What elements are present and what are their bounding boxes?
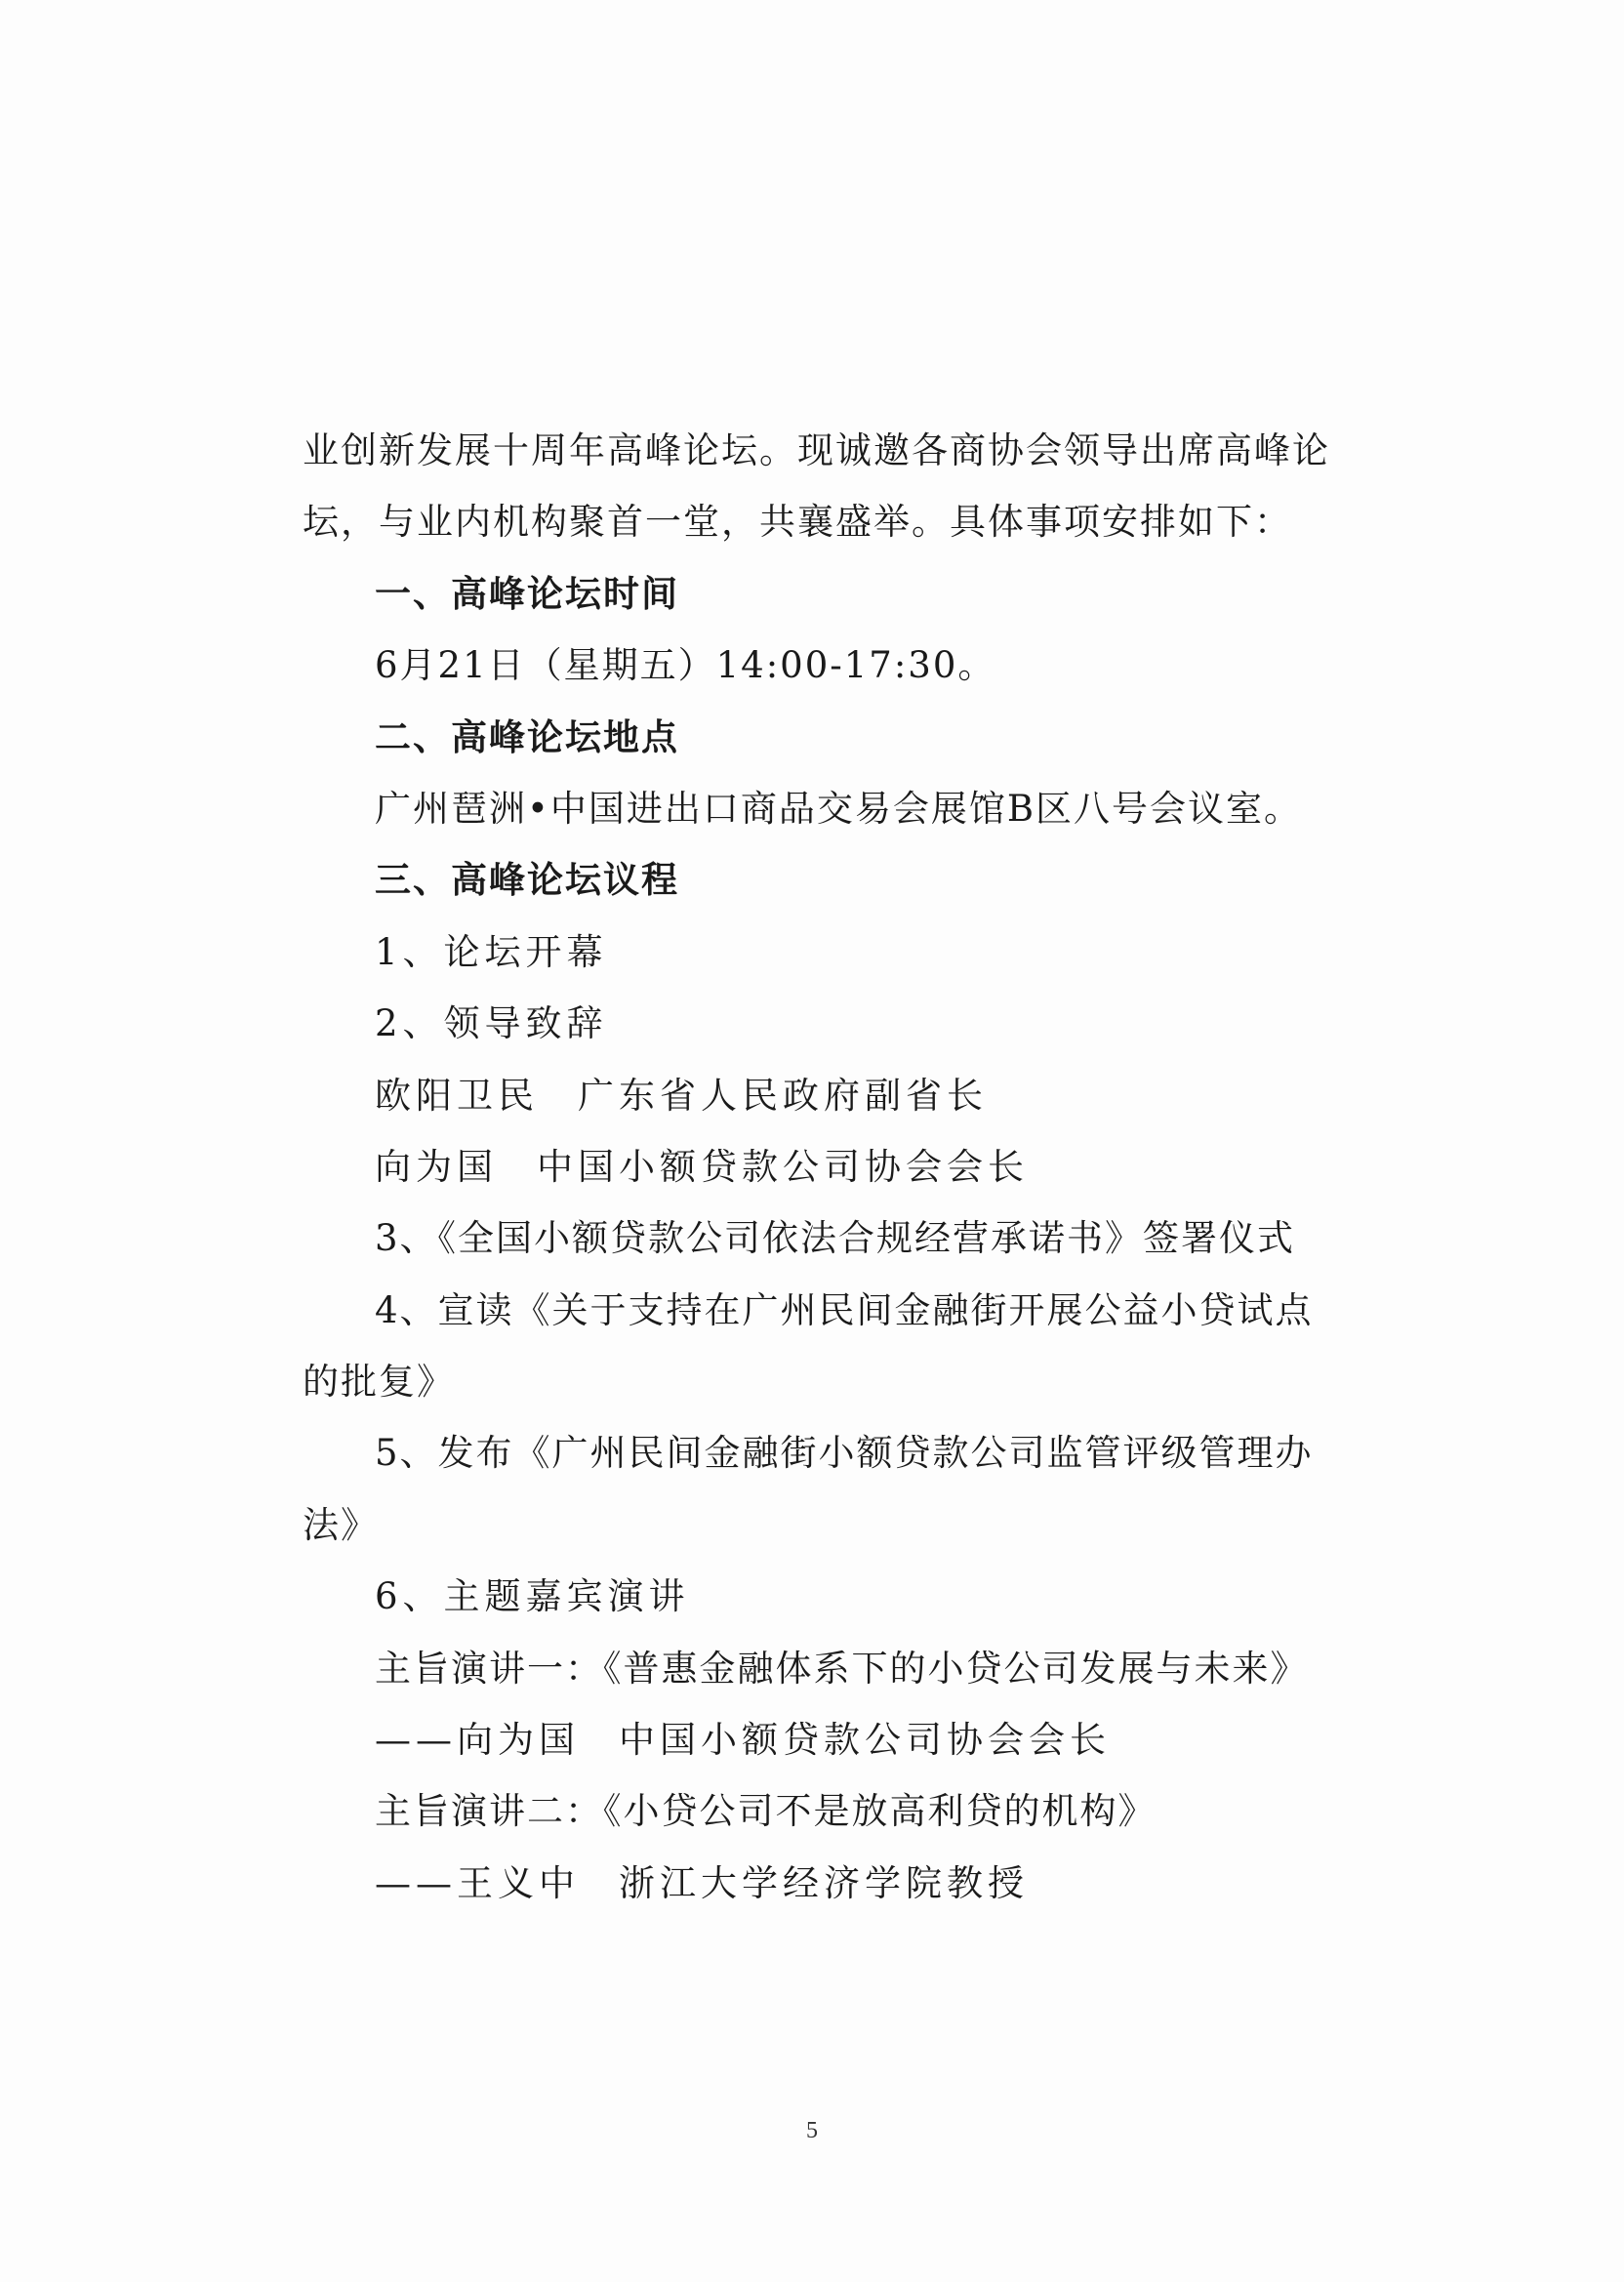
speaker-line	[303, 1848, 1298, 1919]
agenda-item: 4、宣读《关于支持在广州民间金融街开展公益小贷试点	[375, 1288, 1314, 1331]
speaker-title: 中国小额贷款公司协会会长	[537, 1145, 1029, 1188]
speaker-title: 广东省人民政府副省长	[578, 1074, 988, 1117]
agenda-item: 3、《全国小额贷款公司依法合规经营承诺书》签署仪式	[375, 1217, 1296, 1260]
section-heading-agenda: 三、高峰论坛议程	[375, 859, 679, 902]
agenda-item: 6、主题嘉宾演讲	[375, 1575, 690, 1618]
agenda-item: 5、发布《广州民间金融街小额贷款公司监管评级管理办	[375, 1432, 1314, 1475]
keynote-title: 主旨演讲二：《小贷公司不是放高利贷的机构》	[375, 1790, 1157, 1833]
keynote-title: 主旨演讲一：《普惠金融体系下的小贷公司发展与未来》	[375, 1647, 1309, 1690]
section-heading-time: 一、高峰论坛时间	[375, 572, 679, 615]
speaker-line	[303, 1704, 1298, 1775]
section-heading-location: 二、高峰论坛地点	[375, 715, 679, 758]
body-paragraph-line: 坛，与业内机构聚首一堂，共襄盛举。具体事项安排如下：	[303, 501, 1292, 544]
speaker-title: 浙江大学经济学院教授	[619, 1861, 1029, 1904]
speaker-title: 中国小额贷款公司协会会长	[619, 1719, 1111, 1762]
agenda-item: 2、领导致辞	[375, 1002, 608, 1045]
speaker-name: ——向为国	[375, 1719, 580, 1762]
agenda-item-continued: 法》	[303, 1503, 379, 1546]
speaker-name: 欧阳卫民	[375, 1074, 539, 1117]
body-paragraph-line: 业创新发展十周年高峰论坛。现诚邀各商协会领导出席高峰论	[303, 429, 1330, 471]
agenda-item-continued: 的批复》	[303, 1361, 455, 1404]
agenda-item: 1、论坛开幕	[375, 930, 608, 973]
forum-time-text: 6月21日（星期五）14:00-17:30。	[375, 644, 996, 687]
speaker-name: 向为国	[375, 1145, 498, 1188]
speaker-line	[303, 1060, 1298, 1131]
speaker-name: ——王义中	[375, 1861, 580, 1904]
document-body	[303, 415, 1330, 1919]
page-number: 5	[806, 2118, 818, 2143]
speaker-line	[303, 1131, 1298, 1202]
forum-location-text: 广州琶洲•中国进出口商品交易会展馆B区八号会议室。	[375, 787, 1303, 830]
